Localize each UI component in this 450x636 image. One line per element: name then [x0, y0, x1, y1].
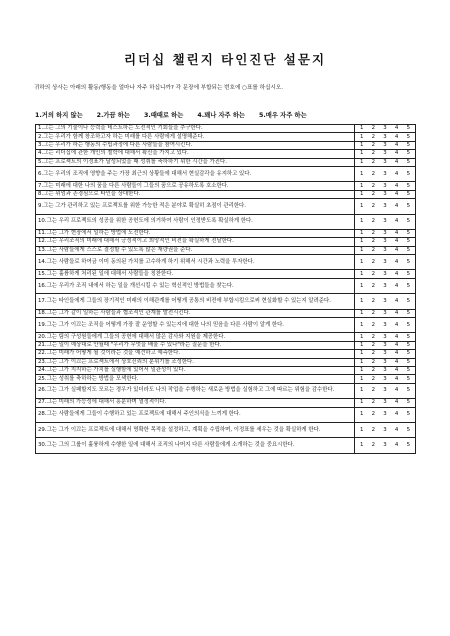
score-choice[interactable]: 1 — [360, 141, 364, 148]
score-choice-group — [357, 411, 413, 418]
scale-option-1: 1.거의 하지 않는 — [35, 112, 83, 119]
score-choice[interactable]: 5 — [406, 150, 410, 157]
score-choice[interactable]: 4 — [394, 202, 399, 209]
score-choice[interactable]: 3 — [383, 182, 387, 189]
score-choice[interactable]: 2 — [371, 411, 376, 418]
score-choice[interactable]: 4 — [394, 411, 399, 418]
score-choice[interactable]: 3 — [383, 150, 387, 157]
score-choice[interactable]: 5 — [406, 321, 410, 328]
score-choice-group — [357, 399, 413, 406]
score-choice[interactable]: 5 — [406, 358, 410, 365]
score-choice-group — [357, 334, 413, 341]
score-choice-group — [357, 427, 413, 434]
question-text: 25.그는 성취를 축하하는 방법을 모색한다. — [36, 375, 355, 383]
score-choice[interactable]: 5 — [406, 333, 410, 340]
score-choice[interactable]: 2 — [371, 367, 376, 374]
score-options — [355, 375, 416, 383]
score-choice[interactable]: 1 — [360, 246, 364, 253]
score-options — [355, 214, 416, 229]
score-choice[interactable]: 5 — [406, 342, 410, 348]
score-choice[interactable]: 4 — [394, 182, 399, 189]
question-text: 23.그는 그가 이끄는 프로젝트에서 상호신뢰의 분위기를 조성한다. — [36, 358, 355, 366]
score-choice[interactable]: 2 — [371, 133, 376, 140]
question-text: 24.그는 그가 지지하는 가치를 실행함에 있어서 일관성이 있다. — [36, 366, 355, 374]
score-choice[interactable]: 5 — [406, 367, 410, 374]
score-choice[interactable]: 5 — [406, 297, 410, 304]
score-choice[interactable]: 3 — [383, 141, 387, 148]
question-text: 3.그는 우리가 하는 행동의 수립과정에 다른 사람들을 참여시킨다. — [36, 141, 355, 149]
score-options — [355, 278, 416, 293]
score-options — [355, 270, 416, 278]
score-choice[interactable]: 4 — [394, 258, 399, 265]
score-choice[interactable]: 1 — [360, 387, 364, 394]
score-choice-group — [357, 247, 413, 254]
score-options — [355, 383, 416, 398]
question-text: 20.그는 팀의 구성원들에게 그들의 공헌에 대해서 많은 감사와 지원을 제공한다. — [36, 333, 355, 341]
question-row — [36, 278, 416, 293]
question-text: 17.그는 타인들에게 그들의 장기적인 미래의 이해관계를 어떻게 공통의 비전에 부합시킴으로써 현실화할 수 있는지 알려준다. — [36, 294, 355, 309]
rating-scale-legend — [35, 110, 307, 119]
score-choice-group — [357, 387, 413, 394]
score-choice[interactable]: 5 — [406, 125, 410, 132]
score-choice[interactable]: 1 — [360, 202, 364, 209]
score-choice-group — [357, 159, 413, 166]
question-text: 15.그는 훌륭하게 처리된 일에 대해서 사람들을 칭찬한다. — [36, 270, 355, 278]
score-choice[interactable]: 4 — [394, 367, 399, 374]
score-choice[interactable]: 5 — [406, 246, 410, 253]
question-row — [36, 141, 416, 149]
score-choice[interactable]: 1 — [360, 190, 364, 197]
score-choice[interactable]: 5 — [406, 238, 410, 245]
score-choice[interactable]: 4 — [394, 238, 399, 245]
score-choice[interactable]: 2 — [371, 258, 376, 265]
score-choice[interactable]: 2 — [371, 230, 376, 237]
score-choice[interactable]: 4 — [394, 230, 399, 237]
scale-option-3: 3.때때로 하는 — [143, 112, 184, 119]
score-options — [355, 350, 416, 358]
score-options — [355, 141, 416, 149]
score-choice-group — [357, 134, 413, 141]
score-choice[interactable]: 5 — [406, 158, 410, 165]
score-choice-group — [357, 238, 413, 245]
score-choice-group — [357, 230, 413, 237]
question-row — [36, 270, 416, 278]
score-choice[interactable]: 2 — [371, 158, 376, 165]
score-choice[interactable]: 3 — [383, 350, 387, 357]
score-choice[interactable]: 4 — [394, 321, 399, 328]
score-options — [355, 182, 416, 190]
score-choice[interactable]: 1 — [360, 399, 364, 406]
score-options — [355, 229, 416, 237]
score-options — [355, 318, 416, 333]
score-choice[interactable]: 4 — [394, 246, 399, 253]
score-options — [355, 333, 416, 341]
score-choice[interactable]: 3 — [383, 230, 387, 237]
score-options — [355, 238, 416, 246]
question-text: 30.그는 그의 그룹이 훌륭하게 수행한 일에 대해서 조직의 나머지 다른 사람들에게 소개하는 것을 중요시한다. — [36, 438, 355, 453]
score-choice[interactable]: 4 — [394, 426, 399, 433]
score-options — [355, 366, 416, 374]
score-choice[interactable]: 4 — [394, 375, 399, 382]
score-choice[interactable]: 5 — [406, 270, 410, 277]
score-options — [355, 133, 416, 141]
score-choice[interactable]: 3 — [383, 258, 387, 265]
score-choice[interactable]: 3 — [383, 411, 387, 418]
score-options — [355, 166, 416, 181]
score-choice[interactable]: 2 — [371, 297, 376, 304]
question-row — [36, 214, 416, 229]
score-choice-group — [357, 359, 413, 366]
score-choice-group — [357, 376, 413, 383]
question-text: 28.그는 사람들에게 그들이 수행하고 있는 프로젝트에 대해서 주인의식을 느끼게 한다. — [36, 407, 355, 422]
question-row — [36, 438, 416, 453]
score-choice[interactable]: 5 — [406, 133, 410, 140]
score-options — [355, 158, 416, 166]
instructions: 귀하의 상사는 아래의 활동/행동을 얼마나 자주 하십니까? 각 문장에 부합되는 번호에 ○표를 하십시오. — [34, 85, 283, 91]
question-text: 29.그는 그가 이끄는 프로젝트에 대해서 명확한 목적을 설정하고, 계획을 수립하며, 이정표를 세우는 것을 확실하게 한다. — [36, 422, 355, 437]
score-choice[interactable]: 2 — [371, 150, 376, 157]
score-choice[interactable]: 2 — [371, 202, 376, 209]
question-row — [36, 158, 416, 166]
score-choice[interactable]: 2 — [371, 426, 376, 433]
score-choice[interactable]: 3 — [383, 333, 387, 340]
score-choice[interactable]: 5 — [406, 230, 410, 237]
score-options — [355, 358, 416, 366]
score-choice[interactable]: 4 — [394, 399, 399, 406]
question-text: 18.그는 그가 같이 일하는 사람들과 협조적인 관계를 발전시킨다. — [36, 309, 355, 317]
score-choice[interactable]: 1 — [360, 442, 364, 449]
question-text: 12.그는 우리조직의 미래에 대해서 긍정적이고 희망적인 비전을 확실하게 전달한다. — [36, 238, 355, 246]
question-row — [36, 255, 416, 270]
score-choice[interactable]: 3 — [383, 358, 387, 365]
score-choice[interactable]: 4 — [394, 309, 399, 316]
score-choice[interactable]: 5 — [406, 399, 410, 406]
question-text: 26.그는 그가 실패할지도 모르는 경우가 있더라도 나의 작업을 수행하는 새로운 방법을 실험하고 그에 따르는 위험을 감수한다. — [36, 383, 355, 398]
score-choice[interactable]: 3 — [383, 297, 387, 304]
question-text: 27.그는 미래의 가능성에 대해서 흥분하며 열정적이다. — [36, 399, 355, 407]
score-options — [355, 341, 416, 349]
score-choice[interactable]: 1 — [360, 367, 364, 374]
score-choice[interactable]: 4 — [394, 141, 399, 148]
score-choice[interactable]: 1 — [360, 297, 364, 304]
score-choice[interactable]: 2 — [371, 238, 376, 245]
score-choice[interactable]: 1 — [360, 238, 364, 245]
question-row — [36, 150, 416, 158]
question-row — [36, 333, 416, 341]
score-choice[interactable]: 4 — [394, 133, 399, 140]
score-choice[interactable]: 3 — [383, 282, 387, 289]
score-choice[interactable]: 4 — [394, 282, 399, 289]
question-text: 22.그는 미래가 어떻게 될 것이라는 것을 예견하고 예측한다. — [36, 350, 355, 358]
question-row — [36, 407, 416, 422]
score-choice-group — [357, 310, 413, 317]
score-choice[interactable]: 5 — [406, 282, 410, 289]
score-choice[interactable]: 3 — [383, 375, 387, 382]
score-choice[interactable]: 3 — [383, 367, 387, 374]
score-choice[interactable]: 1 — [360, 321, 364, 328]
question-row — [36, 190, 416, 198]
scale-option-2: 2.가끔 하는 — [96, 112, 130, 119]
score-choice[interactable]: 2 — [371, 218, 376, 225]
score-choice[interactable]: 2 — [371, 375, 376, 382]
score-choice-group — [357, 350, 413, 357]
score-choice[interactable]: 5 — [406, 141, 410, 148]
questionnaire-table — [35, 124, 416, 454]
question-row — [36, 366, 416, 374]
question-text: 14.그는 사람들로 하여금 이미 동의된 가치를 고수하게 하기 위해서 시간과 노력을 투자한다. — [36, 255, 355, 270]
score-choice-group — [357, 322, 413, 329]
score-choice-group — [357, 342, 413, 349]
score-options — [355, 422, 416, 437]
scale-option-5: 5.매우 자주 하는 — [259, 112, 307, 119]
score-choice-group — [357, 271, 413, 278]
score-choice[interactable]: 1 — [360, 170, 364, 177]
score-choice[interactable]: 1 — [360, 411, 364, 418]
score-choice-group — [357, 442, 413, 449]
question-row — [36, 422, 416, 437]
score-choice-group — [357, 125, 413, 132]
question-text: 16.그는 우리가 조직 내에서 하는 일을 개선시킬 수 있는 혁신적인 방법들을 찾는다. — [36, 278, 355, 293]
score-choice[interactable]: 2 — [371, 246, 376, 253]
score-choice-group — [357, 259, 413, 266]
question-text: 8.그는 위엄과 존경심으로 타인을 상대한다. — [36, 190, 355, 198]
score-choice[interactable]: 3 — [383, 246, 387, 253]
score-choice-group — [357, 367, 413, 374]
score-choice[interactable]: 3 — [383, 238, 387, 245]
question-row — [36, 199, 416, 214]
score-choice[interactable]: 3 — [383, 190, 387, 197]
score-choice[interactable]: 5 — [406, 190, 410, 197]
question-row — [36, 229, 416, 237]
question-text: 2.그는 우리가 함께 창조하고자 하는 미래를 다른 사람에게 설명해준다. — [36, 133, 355, 141]
page-title: 리더십 챌린지 타인진단 설문지 — [123, 52, 327, 67]
score-choice[interactable]: 4 — [394, 342, 399, 348]
score-choice[interactable]: 1 — [360, 133, 364, 140]
score-choice[interactable]: 4 — [394, 387, 399, 394]
score-choice[interactable]: 1 — [360, 182, 364, 189]
score-options — [355, 407, 416, 422]
score-options — [355, 399, 416, 407]
score-choice[interactable]: 5 — [406, 375, 410, 382]
question-text: 19.그는 그가 이끄는 조직을 어떻게 가장 잘 운영할 수 있는지에 대한 나의 믿음을 다른 사람이 알게 한다. — [36, 318, 355, 333]
score-choice[interactable]: 2 — [371, 333, 376, 340]
score-choice[interactable]: 3 — [383, 442, 387, 449]
score-choice-group — [357, 203, 413, 210]
score-options — [355, 438, 416, 453]
question-text: 13.그는 사람들에게 스스로 결정할 수 있도록 많은 재량권을 준다. — [36, 246, 355, 254]
score-choice[interactable]: 2 — [371, 358, 376, 365]
score-choice[interactable]: 4 — [394, 350, 399, 357]
score-choice[interactable]: 4 — [394, 333, 399, 340]
score-choice[interactable]: 5 — [406, 309, 410, 316]
score-choice[interactable]: 1 — [360, 218, 364, 225]
score-choice[interactable]: 4 — [394, 150, 399, 157]
score-choice[interactable]: 2 — [371, 399, 376, 406]
score-choice[interactable]: 3 — [383, 426, 387, 433]
score-choice[interactable]: 4 — [394, 297, 399, 304]
score-choice[interactable]: 2 — [371, 321, 376, 328]
score-choice[interactable]: 1 — [360, 158, 364, 165]
score-choice[interactable]: 1 — [360, 375, 364, 382]
score-choice[interactable]: 5 — [406, 411, 410, 418]
score-choice[interactable]: 5 — [406, 170, 410, 177]
score-choice[interactable]: 5 — [406, 258, 410, 265]
score-choice[interactable]: 2 — [371, 309, 376, 316]
question-row — [36, 358, 416, 366]
score-choice[interactable]: 3 — [383, 321, 387, 328]
score-choice[interactable]: 3 — [383, 309, 387, 316]
question-text: 1.그는 그의 기술이나 능력을 테스트하는 도전적인 기회들을 추구한다. — [36, 125, 355, 133]
score-choice[interactable]: 1 — [360, 358, 364, 365]
score-options — [355, 199, 416, 214]
score-choice[interactable]: 5 — [406, 426, 410, 433]
score-choice-group — [357, 218, 413, 225]
score-choice[interactable]: 5 — [406, 182, 410, 189]
questionnaire-body — [36, 125, 416, 454]
score-choice[interactable]: 4 — [394, 270, 399, 277]
score-choice[interactable]: 2 — [371, 342, 376, 348]
question-row — [36, 182, 416, 190]
score-choice[interactable]: 2 — [371, 141, 376, 148]
score-choice[interactable]: 2 — [371, 282, 376, 289]
score-choice[interactable]: 3 — [383, 387, 387, 394]
score-choice-group — [357, 171, 413, 178]
score-choice[interactable]: 1 — [360, 309, 364, 316]
question-text: 4.그는 리더십에 관한 개인의 철학에 대해서 확신을 가지고 있다. — [36, 150, 355, 158]
score-options — [355, 150, 416, 158]
score-options — [355, 294, 416, 309]
question-row — [36, 375, 416, 383]
question-row — [36, 399, 416, 407]
score-choice[interactable]: 4 — [394, 218, 399, 225]
score-choice[interactable]: 4 — [394, 442, 399, 449]
score-choice[interactable]: 3 — [383, 133, 387, 140]
score-options — [355, 190, 416, 198]
question-row — [36, 246, 416, 254]
score-choice[interactable]: 1 — [360, 230, 364, 237]
question-text: 21.그는 일이 예상대로 안될때 "우리가 무엇을 배울 수 있나"라는 질문을 한다. — [36, 341, 355, 349]
score-choice[interactable]: 4 — [394, 170, 399, 177]
score-options — [355, 255, 416, 270]
score-options — [355, 309, 416, 317]
score-choice-group — [357, 142, 413, 149]
question-text: 5.그는 프로젝트의 이정표가 달성되었을 때 성취를 축하하기 위한 시간을 가진다. — [36, 158, 355, 166]
question-row — [36, 309, 416, 317]
score-choice-group — [357, 150, 413, 157]
score-choice[interactable]: 3 — [383, 218, 387, 225]
question-row — [36, 125, 416, 133]
score-choice[interactable]: 1 — [360, 333, 364, 340]
question-text: 7.그는 미래에 대한 나의 꿈을 다른 사람들이 그들의 꿈으로 공유하도록 호소한다. — [36, 182, 355, 190]
score-options — [355, 125, 416, 133]
score-choice[interactable]: 4 — [394, 190, 399, 197]
question-row — [36, 318, 416, 333]
score-choice[interactable]: 2 — [371, 442, 376, 449]
score-choice[interactable]: 1 — [360, 150, 364, 157]
score-choice[interactable]: 4 — [394, 125, 399, 132]
score-choice[interactable]: 2 — [371, 170, 376, 177]
score-choice[interactable]: 2 — [371, 270, 376, 277]
score-choice-group — [357, 298, 413, 305]
score-options — [355, 246, 416, 254]
score-choice[interactable]: 4 — [394, 358, 399, 365]
score-choice[interactable]: 1 — [360, 342, 364, 348]
score-choice[interactable]: 1 — [360, 350, 364, 357]
score-choice[interactable]: 1 — [360, 270, 364, 277]
question-row — [36, 341, 416, 349]
score-choice-group — [357, 283, 413, 290]
score-choice[interactable]: 1 — [360, 282, 364, 289]
score-choice[interactable]: 5 — [406, 442, 410, 449]
score-choice[interactable]: 2 — [371, 350, 376, 357]
score-choice[interactable]: 5 — [406, 387, 410, 394]
question-row — [36, 133, 416, 141]
score-choice-group — [357, 183, 413, 190]
score-choice[interactable]: 1 — [360, 258, 364, 265]
question-row — [36, 238, 416, 246]
score-choice[interactable]: 2 — [371, 190, 376, 197]
question-row — [36, 294, 416, 309]
score-choice-group — [357, 191, 413, 198]
question-row — [36, 383, 416, 398]
score-choice[interactable]: 3 — [383, 158, 387, 165]
score-choice[interactable]: 3 — [383, 202, 387, 209]
score-choice[interactable]: 5 — [406, 218, 410, 225]
question-text: 9.그는 그가 관리하고 있는 프로젝트를 위한 가능한 적은 분야로 확실히 초점이 관리한다. — [36, 199, 355, 214]
score-choice[interactable]: 2 — [371, 125, 376, 132]
score-choice[interactable]: 1 — [360, 426, 364, 433]
score-choice[interactable]: 2 — [371, 182, 376, 189]
score-choice[interactable]: 3 — [383, 399, 387, 406]
score-choice[interactable]: 5 — [406, 350, 410, 357]
score-choice[interactable]: 2 — [371, 387, 376, 394]
question-text: 11.그는 그가 현장에서 일하는 방법에 도전한다. — [36, 229, 355, 237]
scale-option-4: 4.꽤나 자주 하는 — [197, 112, 245, 119]
score-choice[interactable]: 3 — [383, 270, 387, 277]
question-row — [36, 350, 416, 358]
score-choice[interactable]: 3 — [383, 125, 387, 132]
score-choice[interactable]: 4 — [394, 158, 399, 165]
question-row — [36, 166, 416, 181]
score-choice[interactable]: 1 — [360, 125, 364, 132]
score-choice[interactable]: 3 — [383, 170, 387, 177]
question-text: 6.그는 우리의 조직에 영향을 주는 가장 최근의 상황들에 대해서 현실감각을 유지하고 있다. — [36, 166, 355, 181]
question-text: 10.그는 우리 프로젝트의 성공을 위한 공헌도에 의거하여 사람이 인정받도록 확실하게 한다. — [36, 214, 355, 229]
score-choice[interactable]: 3 — [383, 342, 387, 348]
score-choice[interactable]: 5 — [406, 202, 410, 209]
